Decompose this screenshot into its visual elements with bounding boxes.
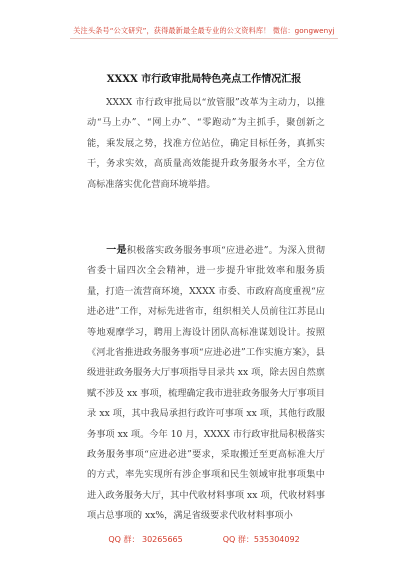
footer-qq-group-1: QQ 群： 30265665: [108, 535, 183, 544]
document-title: XXXX 市行政审批局特色亮点工作情况汇报: [106, 74, 302, 85]
paragraph-first-point-text: 积极落实政务服务事项“应进必进”。为深入贯彻省委十届四次全会精神，进一步提升审批效率和服务质量，打造一流营商环境，XXXX 市委、市政府高度重视“应进必进”工作，对标先进省市，组织相关人员前往江苏昆山等地观摩学习，聘用上海设计团队高标准谋划设计。按照《河北省推进政务服务事项“应进必进”工作实施方案》，县级进驻政务服务大厅事项指导目录共 xx 项，除去因自然禀赋不涉及 xx 事项，梳理确定我市进驻政务服务大厅事项目录 xx 项，其中我局承担行政许可事项 xx 项，其他行政服务事项 xx 项。今年 10 月，XXXX 市行政审批局积极落实政务服务事项“应进必进”要求，采取搬迁至更高标准大厅的方式，率先实现所有涉企事项和民生领域审批事项集中进入政务服务大厅，其中代收材料事项 xx 项，代收材料事项占总事项的 xx%，满足省级要求代收材料事项小: [87, 245, 325, 522]
paragraph-intro: [87, 93, 325, 195]
header-promo-note: 关注头条号“公文研究”，获得最新最全最专业的公文资料库！ 微信：gongwenyj: [73, 26, 335, 35]
footer-contact: [0, 534, 408, 545]
header-divider: [70, 38, 338, 39]
paragraph-first-point: [87, 241, 325, 527]
paragraph-intro-text: XXXX 市行政审批局以“放管服”改革为主动力，以推动“马上办”、“网上办”、“零跑动”为主抓手，聚创新之能，乘发展之势，找准方位站位，确定目标任务，真抓实干，务求实效，高质量高效能提升政务服务水平，全方位高标准落实优化营商环境举措。: [87, 97, 325, 190]
footer-qq-group-2: QQ 群：535304092: [222, 535, 300, 544]
paragraph-lead: 一是: [106, 245, 127, 256]
